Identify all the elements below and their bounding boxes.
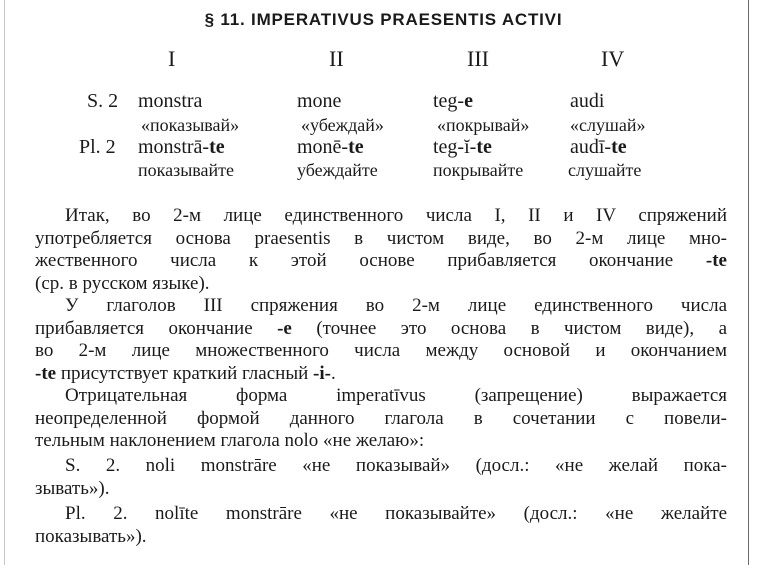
text-line: во 2-м лице множественного числа между основой и окончанием (35, 340, 727, 361)
text-line: (ср. в русском языке). (35, 272, 210, 294)
table-cell: audī-te (570, 136, 627, 158)
text-line: прибавляется окончание -e (точнее это основа в чистом виде), а (35, 317, 728, 339)
text-line: У глаголов III спряжения во 2-м лице единственного числа (65, 295, 727, 316)
header-conj-3: III (467, 46, 489, 71)
example-singular (35, 455, 727, 500)
paragraph-1 (35, 205, 727, 295)
table-cell: покрывайте (433, 160, 524, 180)
table-cell: monstra (138, 90, 203, 112)
text-line: тельным наклонением глагола nolo «не желаю»: (35, 430, 425, 451)
table-cell: «слушай» (570, 115, 646, 135)
table-cell: monē-te (297, 136, 364, 158)
table-cell: «показывай» (141, 115, 240, 135)
text-line: Отрицательная форма imperatīvus (запрещение) выражается (65, 385, 727, 406)
text-line: S. 2. noli monstrāre «не показывай» (досл.: «не желай пока- (65, 455, 727, 476)
table-cell: «покрывай» (437, 115, 530, 135)
text-line: зывать»). (35, 477, 110, 499)
header-conj-2: II (329, 46, 344, 71)
table-cell: mone (297, 90, 342, 112)
paragraph-3 (35, 385, 727, 453)
section-title: § 11. IMPERATIVUS PRAESENTIS ACTIVI (204, 10, 563, 29)
table-cell: показывайте (138, 160, 235, 180)
table-cell: «убеждай» (301, 115, 384, 135)
text-line: -te присутствует краткий гласный -i-. (35, 362, 336, 384)
table-cell: слушайте (568, 160, 642, 180)
text-line: Итак, во 2-м лице единственного числа I, II и IV спряжений (65, 205, 727, 226)
text-line: употребляется основа praesentis в чистом виде, во 2-м лице мно- (35, 227, 727, 249)
row-label-plural: Pl. 2 (79, 136, 116, 158)
row-label-singular: S. 2 (87, 90, 119, 112)
paragraph-2 (35, 295, 727, 385)
header-conj-4: IV (601, 46, 625, 71)
text-line: показывать»). (35, 525, 147, 547)
table-cell: убеждайте (297, 160, 378, 180)
table-cell: teg-ĭ-te (433, 136, 492, 158)
text-line: Pl. 2. nolīte monstrāre «не показывайте» (досл.: «не желайте (65, 503, 727, 524)
text-line: неопределенной формой данного глагола в сочетании с повели- (35, 407, 727, 429)
table-cell: teg-e (433, 90, 473, 112)
text-line: жественного числа к этой основе прибавляется окончание -te (35, 250, 727, 271)
table-cell: audi (570, 90, 605, 112)
page-edge-left (4, 0, 5, 565)
page-edge-right (748, 0, 749, 565)
table-cell: monstrā-te (138, 136, 225, 158)
header-conj-1: I (168, 46, 176, 71)
example-plural (35, 503, 727, 548)
